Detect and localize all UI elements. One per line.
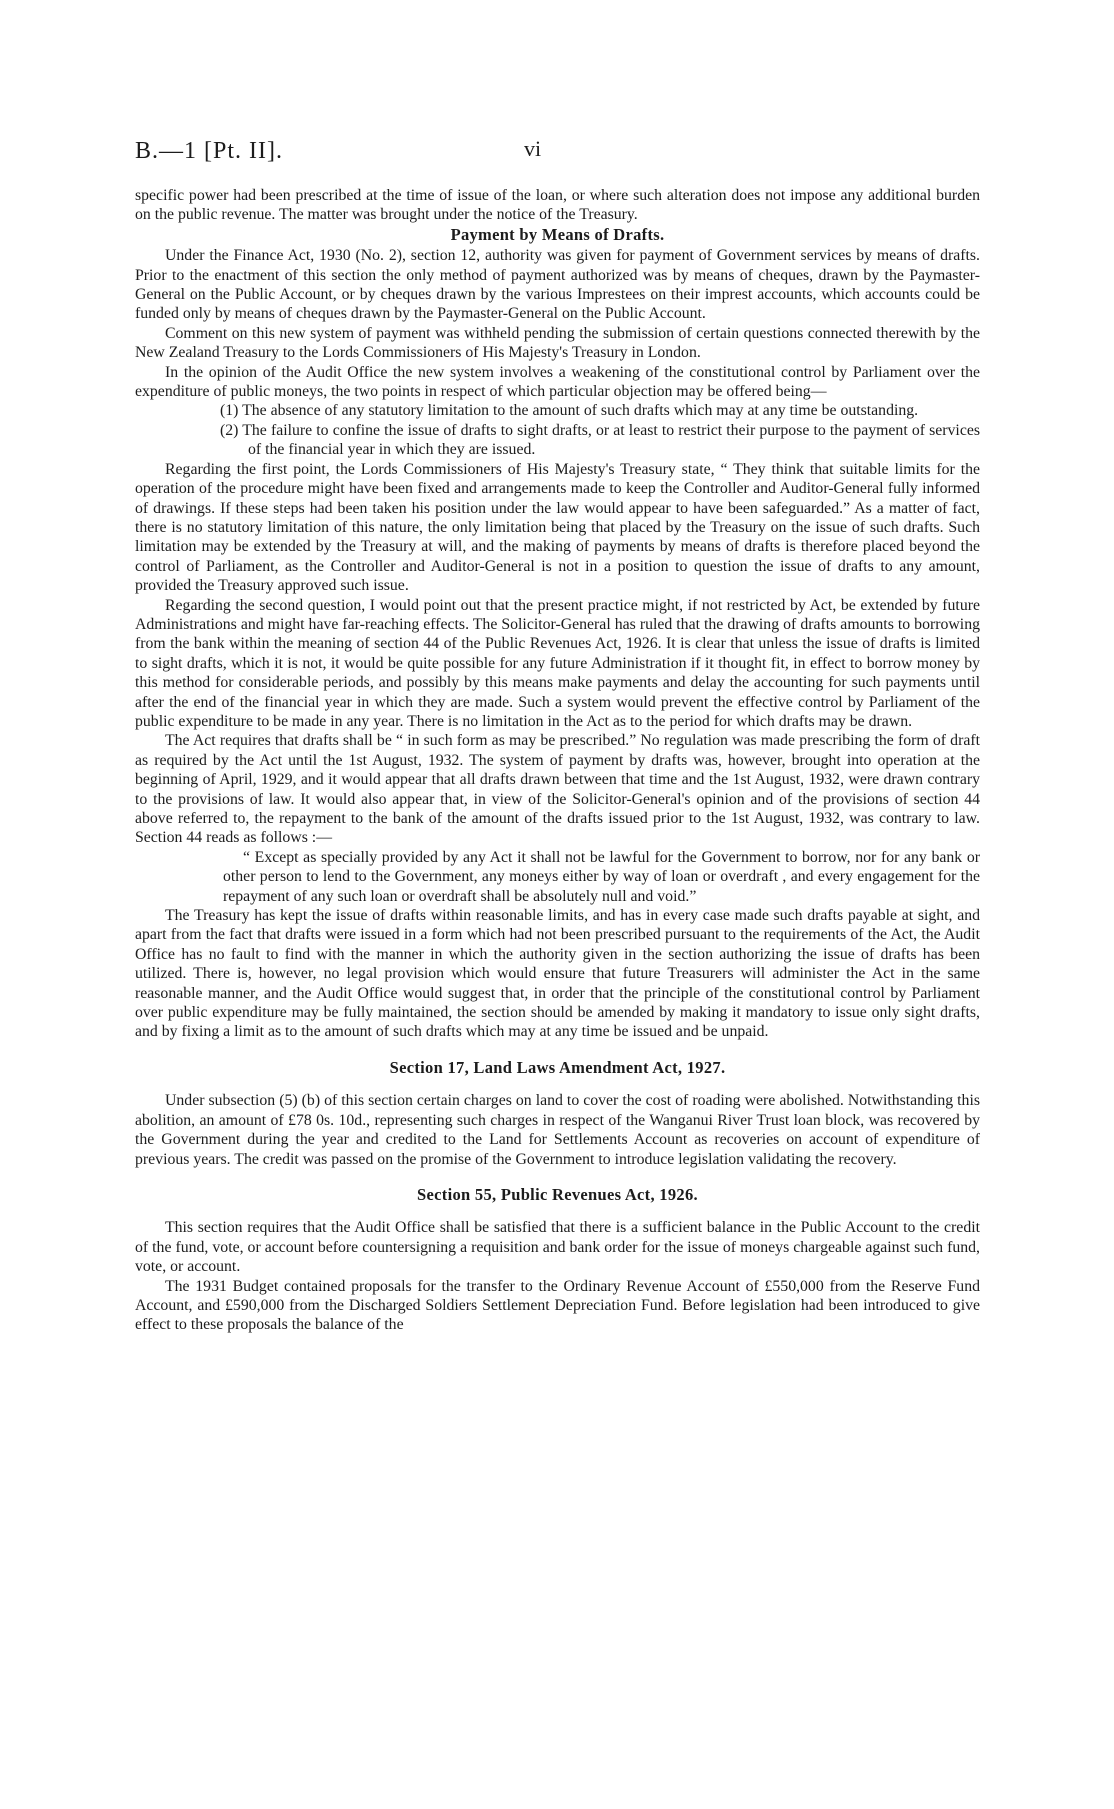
list-item: (1) The absence of any statutory limitation to the amount of such drafts which may at any time be outstanding.	[220, 402, 919, 420]
paragraph: This section requires that the Audit Office shall be satisfied that there is a sufficient balance in the Public Account to the credit of the fund, vote, or account before countersigning a requisition and bank order for the issue of moneys chargeable against such fund, vote, or account.	[135, 1219, 980, 1276]
paragraph: Under the Finance Act, 1930 (No. 2), section 12, authority was given for payment of Government services by means of drafts. Prior to the enactment of this section the only method of payment authorized was by means of cheques, drawn by the Paymaster-General on the Public Account, or by cheques drawn by the various Imprestees on their imprest accounts, which accounts could be funded only by means of cheques drawn by the Paymaster-General on the Public Account.	[135, 247, 980, 323]
paragraph: The Act requires that drafts shall be “ in such form as may be prescribed.” No regulation was made prescribing the form of draft as required by the Act until the 1st August, 1932. The system of payment by drafts was, however, brought into operation at the beginning of April, 1929, and it would appear that all drafts drawn between that time and the 1st August, 1932, were drawn contrary to the provisions of law. It would also appear that, in view of the Solicitor-General's opinion and of the provisions of section 44 above referred to, the repayment to the bank of the amount of the drafts issued prior to the 1st August, 1932, was contrary to law. Section 44 reads as follows :—	[135, 732, 980, 847]
paragraph: The 1931 Budget contained proposals for the transfer to the Ordinary Revenue Account of £550,000 from the Reserve Fund Account, and £590,000 from the Discharged Soldiers Settlement Depreciation Fund. Before legislation had been introduced to give effect to these proposals the balance of the	[135, 1277, 980, 1334]
list-item: (2) The failure to confine the issue of drafts to sight drafts, or at least to restrict their purpose to the payment of services of the financial year in which they are issued.	[220, 421, 980, 459]
section-heading: Section 17, Land Laws Amendment Act, 1927.	[389, 1057, 726, 1077]
paragraph: In the opinion of the Audit Office the new system involves a weakening of the constitutional control by Parliament over the expenditure of public moneys, the two points in respect of which particular objection may be offered being—	[135, 363, 980, 401]
paragraph: The Treasury has kept the issue of drafts within reasonable limits, and has in every case made such drafts payable at sight, and apart from the fact that drafts were issued in a form which had not been prescribed pursuant to the requirements of the Act, the Audit Office has no fault to find with the manner in which the authority given in the section authorizing the issue of drafts has been utilized. There is, however, no legal provision which would ensure that future Treasurers will administer the Act in the same reasonable manner, and the Audit Office would suggest that, in order that the principle of the constitutional control by Parliament over public expenditure may be fully maintained, the section should be amended by making it mandatory to issue only sight drafts, and by fixing a limit as to the amount of such drafts which may at any time be issued and be unpaid.	[135, 907, 980, 1041]
quote-text: “ Except as specially provided by any Act it shall not be lawful for the Government to borrow, nor for any bank or other person to lend to the Government, any moneys either by way of loan or overdraft , and every engagement for the repayment of any such loan or overdraft shall be absolutely null and void.”	[223, 848, 980, 905]
paragraph: Regarding the second question, I would point out that the present practice might, if not restricted by Act, be extended by future Administrations and might have far-reaching effects. The Solicitor-General has ruled that the drawing of drafts amounts to borrowing from the bank within the meaning of section 44 of the Public Revenues Act, 1926. It is clear that unless the issue of drafts is limited to sight drafts, which it is not, it would be quite possible for any future Administration if it thought fit, in effect to borrow money by this method for considerable periods, and possibly by this means make payments and delay the accounting for such payments until after the end of the financial year in which they are made. Such a system would prevent the effective control by Parliament of the public expenditure to be made in any year. There is no limitation in the Act as to the period for which drafts may be drawn.	[135, 596, 980, 730]
section-heading: Section 55, Public Revenues Act, 1926.	[417, 1184, 698, 1204]
paragraph: Under subsection (5) (b) of this section certain charges on land to cover the cost of roading were abolished. Notwithstanding this abolition, an amount of £78 0s. 10d., representing such charges in respect of the Wanganui River Trust loan block, was recovered by the Government during the year and credited to the Land for Settlements Account as recoveries on account of expenditure of previous years. The credit was passed on the promise of the Government to introduce legislation validating the recovery.	[135, 1092, 980, 1168]
paragraph: Regarding the first point, the Lords Commissioners of His Majesty's Treasury state, “ They think that suitable limits for the operation of the procedure might have been fixed and arrangements made to keep the Controller and Auditor-General fully informed of drawings. If these steps had been taken his position under the law would appear to have been safeguarded.” As a matter of fact, there is no statutory limitation of this nature, the only limitation being that placed by the Treasury on the issue of such drafts. Such limitation may be extended by the Treasury at will, and the making of payments by means of drafts is therefore placed beyond the control of Parliament, as the Controller and Auditor-General is not in a position to question the issue of drafts to any amount, provided the Treasury approved such issue.	[135, 460, 980, 595]
paragraph: specific power had been prescribed at the time of issue of the loan, or where such alteration does not impose any additional burden on the public revenue. The matter was brought under the notice of the Treasury.	[135, 187, 980, 224]
section-heading: Payment by Means of Drafts.	[450, 224, 665, 244]
document-body	[135, 186, 980, 1335]
block-quote	[135, 848, 980, 906]
page-number: vi	[524, 136, 542, 161]
paragraph: Comment on this new system of payment was withheld pending the submission of certain questions connected therewith by the New Zealand Treasury to the Lords Commissioners of His Majesty's Treasury in London.	[135, 324, 980, 362]
document-reference: B.—1 [Pt. II].	[135, 138, 283, 164]
